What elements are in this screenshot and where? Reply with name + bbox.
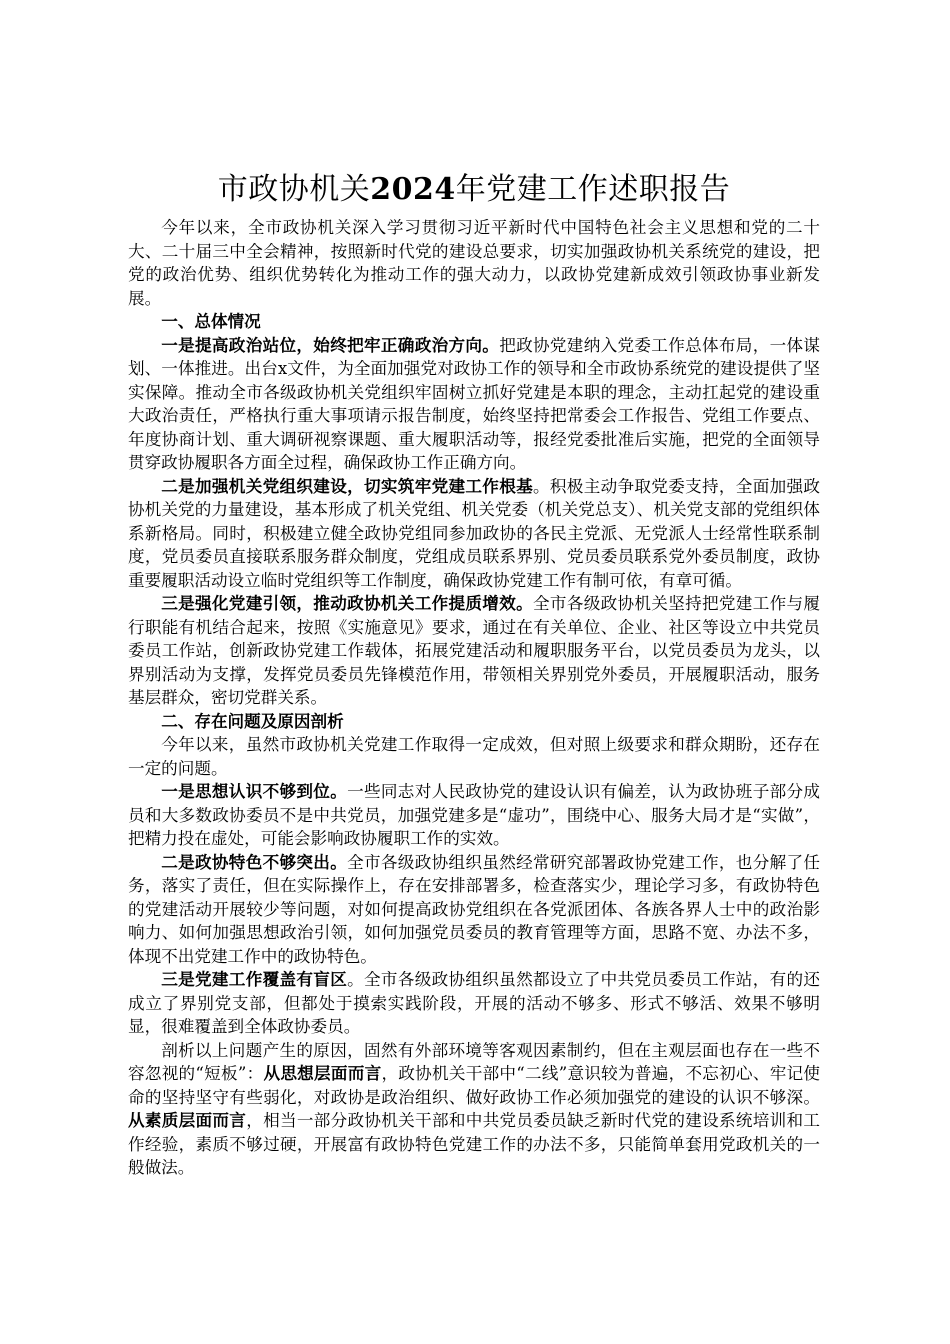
title-part2: 年党建工作述职报告 bbox=[455, 172, 731, 207]
item-text: 把政协党建纳入党委工作总体布局，一体谋划、一体推进。出台x文件，为全面加强党对政协工作的领导和全市政协系统党的建设提供了坚实保障。推动全市各级政协机关党组织牢固树立抓好党建是本职的理念，主动扛起党的建设重大政治责任，严格执行重大事项请示报告制度，始终坚持把常委会工作报告、党组工作要点、年度协商计划、重大调研视察课题、重大履职活动等，报经党委批准后实施，把党的全面领导贯穿政协履职各方面全过程，确保政协工作正确方向。 bbox=[128, 335, 821, 472]
cause-analysis-paragraph bbox=[128, 1039, 820, 1180]
item-lead: 二是政协特色不够突出。 bbox=[161, 851, 348, 872]
overview-item-2 bbox=[128, 475, 820, 593]
problems-intro: 今年以来，虽然市政协机关党建工作取得一定成效，但对照上级要求和群众期盼，还存在一定的问题。 bbox=[128, 735, 820, 778]
problem-item-3 bbox=[128, 968, 820, 1039]
analysis-lead-quality: 从素质层面而言 bbox=[128, 1110, 247, 1130]
analysis-text: ，相当一部分政协机关干部和中共党员委员缺乏新时代党的建设系统培训和工作经验，素质不够过硬，开展富有政协特色党建工作的办法不多，只能简单套用党政机关的一般做法。 bbox=[128, 1111, 821, 1177]
item-text: 。全市各级政协组织虽然都设立了中共党员委员工作站，有的还成立了界别党支部，但都处于摸索实践阶段，开展的活动不够多、形式不够活、效果不够明显，很难覆盖到全体政协委员。 bbox=[128, 970, 820, 1036]
analysis-lead-thinking: 从思想层面而言 bbox=[263, 1063, 382, 1083]
item-text: 一些同志对人民政协党的建设认识有偏差，认为政协班子部分成员和大多数政协委员不是中共党员，加强党建多是“虚功”，围绕中心、服务大局才是“实做”，把精力投在虚处，可能会影响政协履职工作的实效。 bbox=[128, 782, 820, 848]
document-title bbox=[128, 168, 820, 212]
item-lead: 三是党建工作覆盖有盲区 bbox=[161, 969, 348, 989]
section-heading-problems: 二、存在问题及原因剖析 bbox=[161, 710, 344, 731]
title-year: 2024 bbox=[370, 172, 456, 207]
overview-item-1 bbox=[128, 334, 820, 475]
analysis-text: 剖析以上问题产生的原因，固然有外部环境等客观因素制约，但在主观层面也存在一些不容忽视的“短板”： bbox=[128, 1040, 820, 1083]
item-lead: 二是加强机关党组织建设，切实筑牢党建工作根基 bbox=[161, 475, 533, 496]
problem-item-2 bbox=[128, 851, 820, 969]
item-text: 。积极主动争取党委支持，全面加强政协机关党的力量建设，基本形成了机关党组、机关党委（机关党总支）、机关党支部的党组织体系新格局。同时，积极建立健全政协党组同参加政协的各民主党派、无党派人士经常性联系制度，党员委员直接联系服务群众制度，党组成员联系界别、党员委员联系党外委员制度，政协重要履职活动设立临时党组织等工作制度，确保政协党建工作有制可依，有章可循。 bbox=[128, 476, 821, 590]
item-lead: 三是强化党建引领，推动政协机关工作提质增效。 bbox=[161, 593, 533, 613]
section-heading-overview: 一、总体情况 bbox=[161, 311, 261, 331]
problem-item-1 bbox=[128, 780, 820, 851]
item-lead: 一是思想认识不够到位。 bbox=[161, 781, 348, 801]
title-part1: 市政协机关 bbox=[217, 172, 371, 207]
item-text: 全市各级政协组织虽然经常研究部署政协党建工作，也分解了任务，落实了责任，但在实际操作上，存在安排部署多，检查落实少，理论学习多，有政协特色的党建活动开展较少等问题，对如何提高政协党组织在各党派团体、各族各界人士中的政治影响力、如何加强思想政治引领，如何加强党员委员的教育管理等方面，思路不宽、办法不多，体现不出党建工作中的政协特色。 bbox=[128, 852, 820, 966]
item-text: 全市各级政协机关坚持把党建工作与履行职能有机结合起来，按照《实施意见》要求，通过在有关单位、企业、社区等设立中共党员委员工作站，创新政协党建工作载体，拓展党建活动和履职服务平台，以党员委员为龙头，以界别活动为支撑，发挥党员委员先锋模范作用，带领相关界别党外委员，开展履职活动，服务基层群众，密切党群关系。 bbox=[128, 594, 821, 707]
overview-item-3 bbox=[128, 592, 820, 710]
analysis-text: ，政协机关干部中“二线”意识较为普遍，不忘初心、牢记使命的坚持坚守有些弱化，对政协是政治组织、做好政协工作必须加强党的建设的认识不够深。 bbox=[128, 1064, 821, 1107]
item-lead: 一是提高政治站位，始终把牢正确政治方向。 bbox=[161, 334, 500, 355]
intro-paragraph: 今年以来，全市政协机关深入学习贯彻习近平新时代中国特色社会主义思想和党的二十大、二十届三中全会精神，按照新时代党的建设总要求，切实加强政协机关系统党的建设，把党的政治优势、组织优势转化为推动工作的强大动力，以政协党建新成效引领政协事业新发展。 bbox=[128, 218, 820, 308]
document-page bbox=[128, 168, 820, 1180]
